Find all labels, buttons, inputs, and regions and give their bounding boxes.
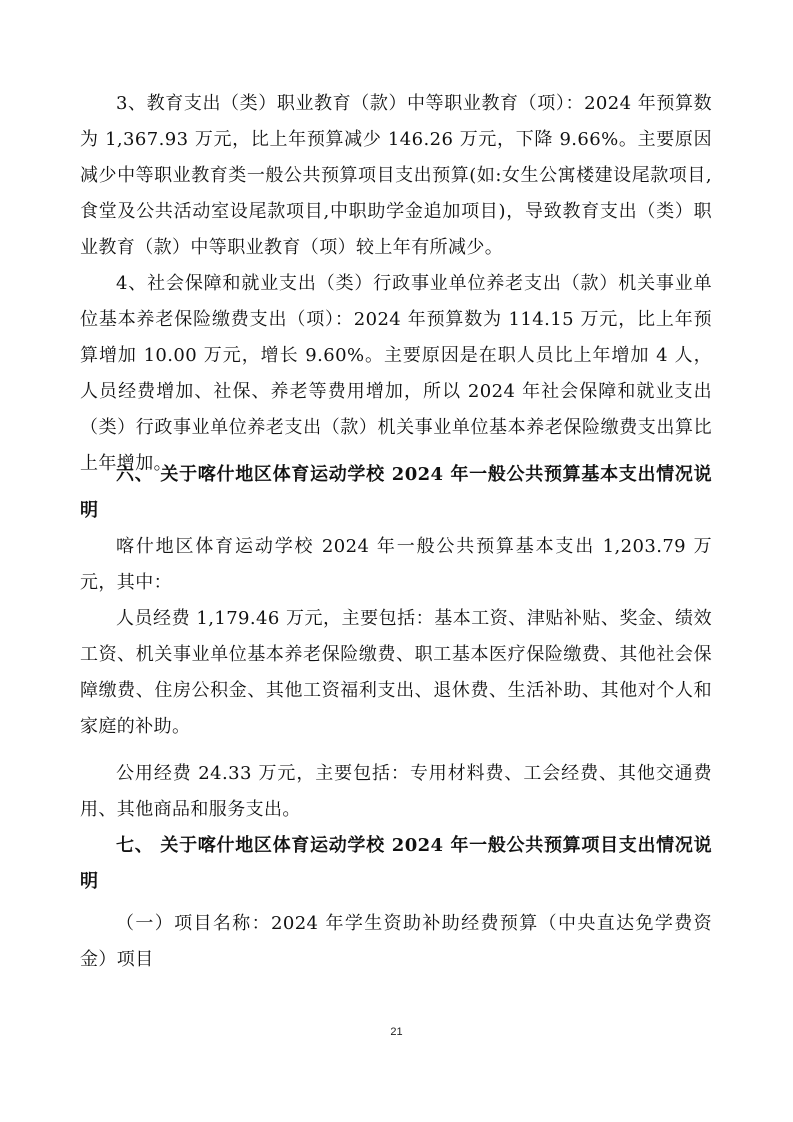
paragraph-personnel-expenses: 人员经费 1,179.46 万元，主要包括：基本工资、津贴补贴、奖金、绩效工资、机关事业单位基本养老保险缴费、职工基本医疗保险缴费、其他社会保障缴费、住房公积金、其他工资福利支出、退休费、生活补助、其他对个人和家庭的补助。 <box>80 608 712 737</box>
paragraph-social-security-pension: 4、社会保障和就业支出（类）行政事业单位养老支出（款）机关事业单位基本养老保险缴费支出（项）：2024 年预算数为 114.15 万元，比上年预算增加 10.00 万元，增长 9.60%。主要原因是在职人员比上年增加 4 人，人员经费增加、社保、养老等费用增加，所以 2024 年社会保障和就业支出（类）行政事业单位养老支出（款）机关事业单位基本养老保险缴费支出算比上年增加。 <box>80 273 712 474</box>
paragraph-basic-expenditure-total: 喀什地区体育运动学校 2024 年一般公共预算基本支出 1,203.79 万元，其中： <box>80 536 712 593</box>
section-heading-basic-expenditure: 六、 关于喀什地区体育运动学校 2024 年一般公共预算基本支出情况说明 <box>80 464 712 521</box>
page-number: 21 <box>390 1026 403 1038</box>
paragraph-public-expenses: 公用经费 24.33 万元，主要包括：专用材料费、工会经费、其他交通费用、其他商品和服务支出。 <box>80 763 712 820</box>
section-heading-project-expenditure: 七、 关于喀什地区体育运动学校 2024 年一般公共预算项目支出情况说明 <box>80 835 712 892</box>
paragraph-project-name: （一）项目名称：2024 年学生资助补助经费预算（中央直达免学费资金）项目 <box>80 913 712 970</box>
paragraph-education-vocational: 3、教育支出（类）职业教育（款）中等职业教育（项）：2024 年预算数为 1,367.93 万元，比上年预算减少 146.26 万元，下降 9.66%。主要原因减少中等职业教育类一般公共预算项目支出预算(如:女生公寓楼建设尾款项目,食堂及公共活动室设尾款项目,中职助学金追加项目)，导致教育支出（类）职业教育（款）中等职业教育（项）较上年有所减少。 <box>80 93 712 258</box>
